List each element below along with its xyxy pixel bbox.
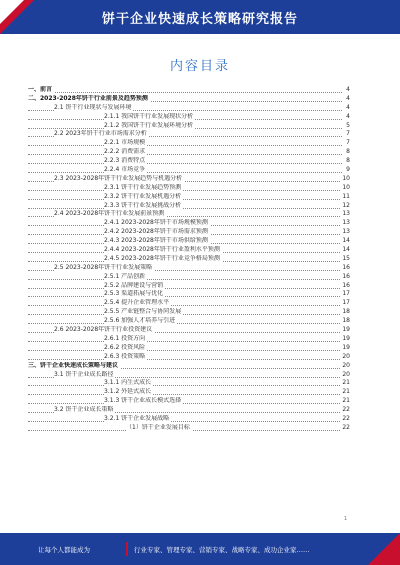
toc-entry[interactable] xyxy=(28,95,350,104)
toc-entry-label: 2.3.2 饼干行业发展机遇分析 xyxy=(104,192,182,200)
dot-leader xyxy=(28,323,342,324)
dot-leader xyxy=(28,208,342,209)
toc-entry[interactable] xyxy=(28,104,350,113)
toc-entry-page: 8 xyxy=(346,157,350,165)
toc-entry[interactable] xyxy=(28,282,350,291)
toc-entry-label: 2.2.3 消费特点 xyxy=(104,157,146,165)
toc-entry-label: 2.5.1 产品创新 xyxy=(104,272,146,280)
toc-entry-label: 三、饼干企业快速成长策略与建议 xyxy=(28,361,119,369)
toc-entry[interactable] xyxy=(28,184,350,193)
toc-entry-label: 一、前言 xyxy=(28,86,53,93)
toc-entry-page: 13 xyxy=(342,228,350,236)
toc-entry-page: 21 xyxy=(342,388,350,396)
toc-entry[interactable] xyxy=(28,388,350,397)
dot-leader xyxy=(28,154,342,155)
toc-entry-page: 20 xyxy=(342,352,350,360)
toc-entry[interactable] xyxy=(28,122,350,131)
toc-entry-page: 4 xyxy=(346,94,350,102)
toc-entry-page: 20 xyxy=(342,370,350,378)
toc-entry-page: 22 xyxy=(342,423,350,431)
toc-entry-page: 7 xyxy=(346,130,350,138)
toc-entry-page: 4 xyxy=(346,112,350,120)
toc-entry-page: 7 xyxy=(346,139,350,147)
toc-entry-page: 19 xyxy=(342,334,350,342)
toc-entry-page: 19 xyxy=(342,326,350,334)
toc-entry[interactable] xyxy=(28,299,350,308)
toc-entry-page: 5 xyxy=(346,121,350,129)
toc-entry-label: 2.2.2 消费需求 xyxy=(104,148,146,156)
toc-entry-page: 8 xyxy=(346,148,350,156)
toc-entry[interactable] xyxy=(28,113,350,122)
dot-leader xyxy=(28,190,342,191)
toc-entry-label: 2.4.2 2023-2028年饼干市场需求预测 xyxy=(104,228,208,236)
toc-entry-page: 15 xyxy=(342,254,350,262)
toc-entry-label: 2.5.5 产业链整合与协同发展 xyxy=(104,308,182,316)
toc-entry-page: 11 xyxy=(342,192,350,200)
toc-entry-label: 3.2 饼干企业成长策略 xyxy=(54,406,114,414)
dot-leader xyxy=(28,385,342,386)
toc-entry[interactable] xyxy=(28,202,350,211)
toc-heading: 内容目录 xyxy=(169,59,230,74)
toc-entry[interactable] xyxy=(28,397,350,406)
toc-entry-label: 2.1.2 我国饼干行业发展环境分析 xyxy=(104,121,194,129)
toc-entry-label: 2.5.4 提升企业管理水平 xyxy=(104,299,170,307)
table-of-contents xyxy=(28,86,350,433)
toc-entry-label: 2.4.1 2023-2028年饼干市场规模预测 xyxy=(104,219,208,227)
dot-leader xyxy=(28,296,342,297)
dot-leader xyxy=(28,145,342,146)
toc-entry[interactable] xyxy=(28,255,350,264)
footer-slogan-left: 让每个人都能成为 xyxy=(38,546,90,554)
header-bar xyxy=(0,0,400,34)
toc-entry-label: 2.5.3 渠道拓展与优化 xyxy=(104,290,164,298)
toc-entry[interactable] xyxy=(28,130,350,139)
toc-entry-page: 22 xyxy=(342,414,350,422)
dot-leader xyxy=(28,92,342,93)
toc-entry[interactable] xyxy=(28,415,350,424)
toc-entry-label: 3.1.3 饼干企业成长模式选择 xyxy=(104,397,182,405)
toc-entry-label: 3.1.2 外延式成长 xyxy=(104,388,152,396)
toc-entry-page: 10 xyxy=(342,183,350,191)
toc-entry[interactable] xyxy=(28,228,350,237)
toc-entry[interactable] xyxy=(28,175,350,184)
toc-entry[interactable] xyxy=(28,406,350,415)
toc-entry[interactable] xyxy=(28,139,350,148)
dot-leader xyxy=(28,199,342,200)
toc-entry-page: 17 xyxy=(342,299,350,307)
toc-entry-label: 2.2 2023年饼干行业市场需求分析 xyxy=(54,130,147,138)
toc-entry[interactable] xyxy=(28,157,350,166)
toc-entry-page: 13 xyxy=(342,210,350,218)
dot-leader xyxy=(28,172,342,173)
footer-separator xyxy=(126,542,128,556)
toc-entry-label: 二、2023-2028年饼干行业前景及趋势预测 xyxy=(28,94,148,102)
toc-entry-page: 18 xyxy=(342,308,350,316)
toc-entry-label: 2.6.3 投资策略 xyxy=(104,352,146,360)
toc-entry-label: 3.1.1 内生式成长 xyxy=(104,379,152,387)
toc-entry-label: 2.2.1 市场规模 xyxy=(104,139,146,147)
toc-entry-page: 21 xyxy=(342,379,350,387)
toc-entry-label: 3.2.1 饼干企业发展战略 xyxy=(104,414,170,422)
toc-entry-page: 21 xyxy=(342,397,350,405)
toc-entry-page: 4 xyxy=(346,86,350,93)
toc-entry[interactable] xyxy=(28,424,350,433)
toc-entry[interactable] xyxy=(28,210,350,219)
toc-entry-label: （1）饼干企业发展目标 xyxy=(126,423,190,431)
toc-entry-page: 12 xyxy=(342,201,350,209)
toc-entry[interactable] xyxy=(28,362,350,371)
toc-entry-label: 2.6 2023-2028年饼干行业投资建议 xyxy=(54,326,153,334)
toc-entry[interactable] xyxy=(28,148,350,157)
toc-entry-page: 14 xyxy=(342,246,350,254)
toc-entry-page: 10 xyxy=(342,174,350,182)
toc-entry[interactable] xyxy=(28,335,350,344)
dot-leader xyxy=(28,421,342,422)
toc-entry-label: 2.4 2023-2028年饼干行业发展前景预测 xyxy=(54,210,165,218)
footer-slogan-right: 行业专家、管理专家、营销专家、战略专家、成功企业家…… xyxy=(134,546,310,554)
toc-entry-label: 2.5 2023-2028年饼干行业发展策略 xyxy=(54,263,153,271)
toc-entry[interactable] xyxy=(28,166,350,175)
toc-entry[interactable] xyxy=(28,264,350,273)
toc-entry-page: 14 xyxy=(342,237,350,245)
toc-entry[interactable] xyxy=(28,379,350,388)
toc-entry-label: 2.6.2 投资风险 xyxy=(104,343,146,351)
toc-entry[interactable] xyxy=(28,317,350,326)
toc-entry-label: 2.5.6 加强人才培养与引进 xyxy=(104,317,176,325)
toc-entry-label: 2.2.4 市场竞争 xyxy=(104,166,146,174)
toc-entry-label: 2.1 饼干行业现状与发展环境 xyxy=(54,103,132,111)
report-title: 饼干企业快速成长策略研究报告 xyxy=(101,12,298,27)
toc-entry-label: 2.3.3 饼干行业发展挑战分析 xyxy=(104,201,182,209)
toc-entry[interactable] xyxy=(28,86,350,95)
toc-entry[interactable] xyxy=(28,290,350,299)
toc-entry-label: 2.4.3 2023-2028年饼干市场供给预测 xyxy=(104,237,208,245)
toc-entry-page: 18 xyxy=(342,317,350,325)
toc-entry[interactable] xyxy=(28,326,350,335)
dot-leader xyxy=(28,403,342,404)
toc-entry[interactable] xyxy=(28,308,350,317)
toc-entry-label: 2.3.1 饼干行业发展趋势预测 xyxy=(104,183,182,191)
toc-entry[interactable] xyxy=(28,219,350,228)
toc-entry-page: 17 xyxy=(342,290,350,298)
toc-entry[interactable] xyxy=(28,353,350,362)
toc-entry-label: 3.1 饼干企业成长路径 xyxy=(54,370,114,378)
toc-entry[interactable] xyxy=(28,246,350,255)
toc-entry[interactable] xyxy=(28,344,350,353)
toc-entry-page: 9 xyxy=(346,166,350,174)
toc-entry-page: 16 xyxy=(342,272,350,280)
page-number: 1 xyxy=(344,516,348,522)
toc-entry[interactable] xyxy=(28,273,350,282)
toc-entry-label: 2.3 2023-2028年饼干行业发展趋势与机遇分析 xyxy=(54,174,183,182)
dot-leader xyxy=(28,279,342,280)
dot-leader xyxy=(28,163,342,164)
toc-entry-label: 2.1.1 我国饼干行业发展现状分析 xyxy=(104,112,194,120)
toc-entry[interactable] xyxy=(28,237,350,246)
footer-bar xyxy=(0,533,400,565)
toc-entry-label: 2.5.2 品牌建设与营销 xyxy=(104,281,164,289)
dot-leader xyxy=(28,350,342,351)
toc-entry-page: 4 xyxy=(346,103,350,111)
toc-entry[interactable] xyxy=(28,193,350,202)
toc-entry-label: 2.4.4 2023-2028年饼干行业盈利水平预测 xyxy=(104,246,220,254)
toc-entry-page: 19 xyxy=(342,343,350,351)
toc-entry[interactable] xyxy=(28,371,350,380)
toc-entry-label: 2.6.1 投资方向 xyxy=(104,334,146,342)
dot-leader xyxy=(28,314,342,315)
dot-leader xyxy=(28,305,342,306)
toc-entry-page: 22 xyxy=(342,406,350,414)
toc-entry-page: 16 xyxy=(342,263,350,271)
toc-entry-page: 16 xyxy=(342,281,350,289)
dot-leader xyxy=(28,341,342,342)
toc-entry-label: 2.4.5 2023-2028年饼干行业竞争格局预测 xyxy=(104,254,220,262)
dot-leader xyxy=(28,288,342,289)
toc-entry-page: 13 xyxy=(342,219,350,227)
dot-leader xyxy=(28,394,342,395)
dot-leader xyxy=(28,359,342,360)
toc-entry-page: 20 xyxy=(342,361,350,369)
footer-red-corner xyxy=(368,533,400,565)
